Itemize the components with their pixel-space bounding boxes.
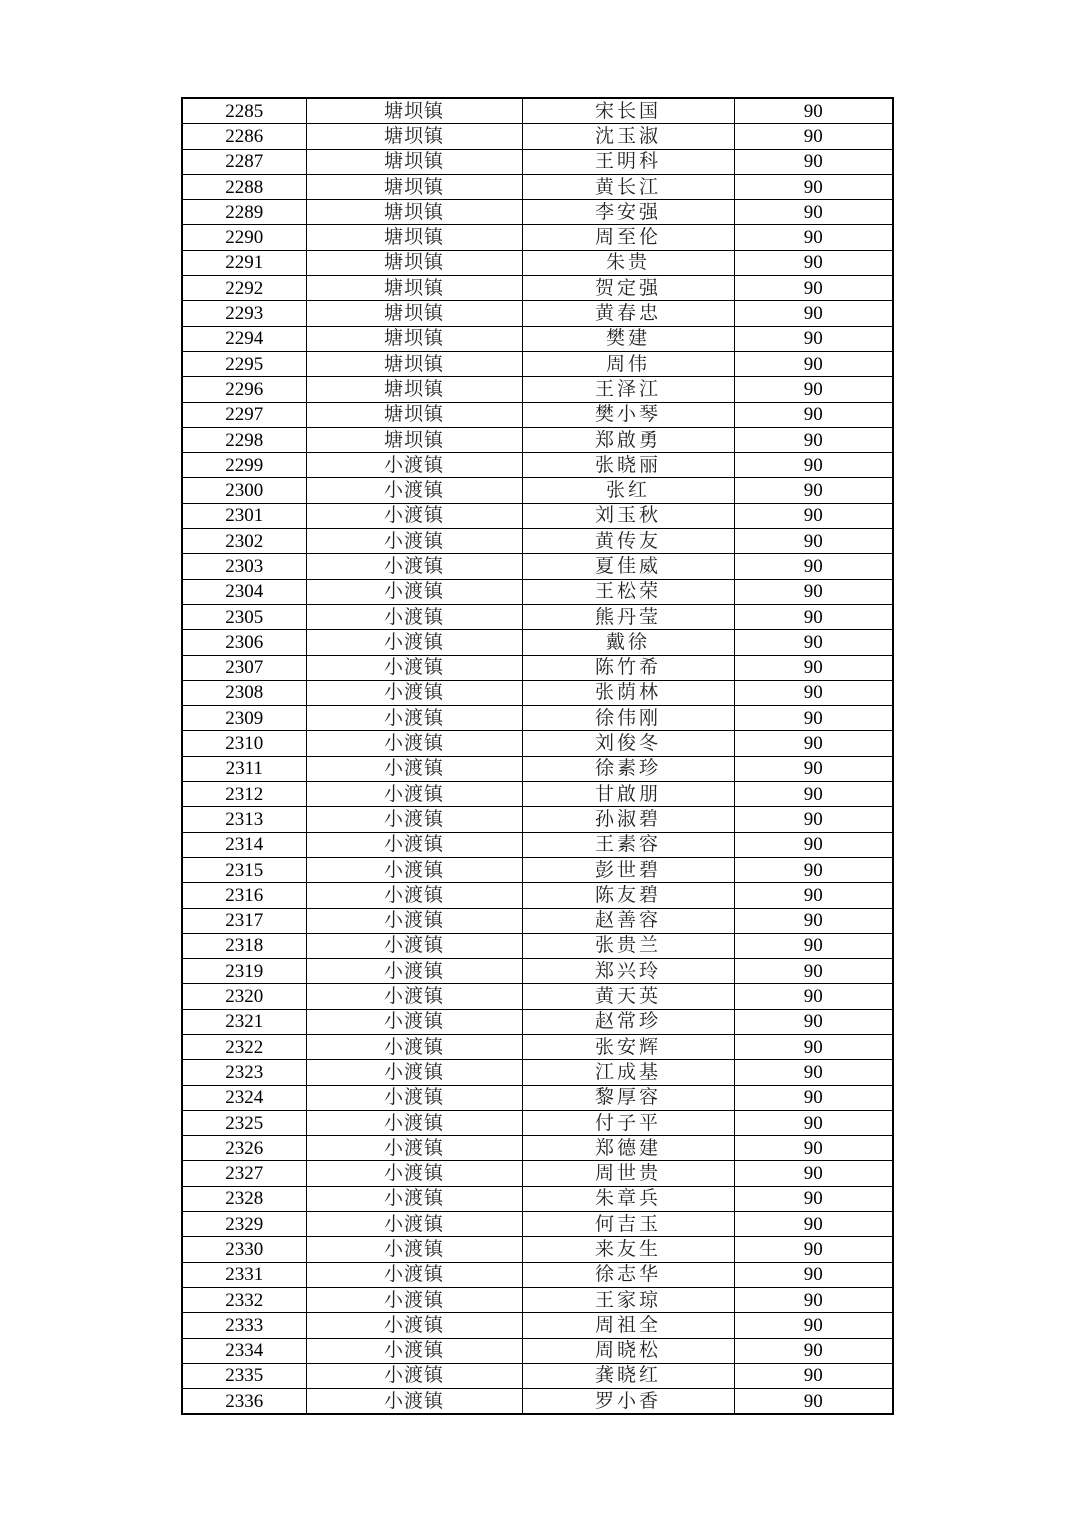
row-number-cell: 2332 — [182, 1287, 306, 1312]
table-row — [182, 1237, 893, 1262]
row-number-cell: 2294 — [182, 326, 306, 351]
person-name-cell: 周祖全 — [522, 1313, 734, 1338]
amount-cell: 90 — [734, 1161, 893, 1186]
person-name-cell: 沈玉淑 — [522, 124, 734, 149]
table-row — [182, 149, 893, 174]
town-cell: 小渡镇 — [306, 756, 522, 781]
town-cell: 塘坝镇 — [306, 402, 522, 427]
town-cell: 小渡镇 — [306, 1110, 522, 1135]
amount-cell: 90 — [734, 680, 893, 705]
table-row — [182, 1262, 893, 1287]
row-number-cell: 2292 — [182, 276, 306, 301]
row-number-cell: 2299 — [182, 453, 306, 478]
town-cell: 塘坝镇 — [306, 200, 522, 225]
town-cell: 塘坝镇 — [306, 124, 522, 149]
amount-cell: 90 — [734, 149, 893, 174]
amount-cell: 90 — [734, 1237, 893, 1262]
table-row — [182, 402, 893, 427]
amount-cell: 90 — [734, 124, 893, 149]
table-row — [182, 933, 893, 958]
town-cell: 小渡镇 — [306, 959, 522, 984]
town-cell: 小渡镇 — [306, 706, 522, 731]
row-number-cell: 2288 — [182, 174, 306, 199]
amount-cell: 90 — [734, 807, 893, 832]
person-name-cell: 周晓松 — [522, 1338, 734, 1363]
table-row — [182, 1085, 893, 1110]
town-cell: 小渡镇 — [306, 1085, 522, 1110]
row-number-cell: 2333 — [182, 1313, 306, 1338]
table-row — [182, 1034, 893, 1059]
table-row — [182, 579, 893, 604]
town-cell: 小渡镇 — [306, 807, 522, 832]
amount-cell: 90 — [734, 1110, 893, 1135]
row-number-cell: 2308 — [182, 680, 306, 705]
row-number-cell: 2316 — [182, 883, 306, 908]
table-row — [182, 706, 893, 731]
table-row — [182, 857, 893, 882]
amount-cell: 90 — [734, 1136, 893, 1161]
table-row — [182, 276, 893, 301]
row-number-cell: 2328 — [182, 1186, 306, 1211]
row-number-cell: 2313 — [182, 807, 306, 832]
row-number-cell: 2331 — [182, 1262, 306, 1287]
amount-cell: 90 — [734, 402, 893, 427]
row-number-cell: 2306 — [182, 630, 306, 655]
amount-cell: 90 — [734, 604, 893, 629]
table-row — [182, 250, 893, 275]
person-name-cell: 张贵兰 — [522, 933, 734, 958]
table-row — [182, 1338, 893, 1363]
town-cell: 塘坝镇 — [306, 427, 522, 452]
person-name-cell: 郑啟勇 — [522, 427, 734, 452]
amount-cell: 90 — [734, 326, 893, 351]
town-cell: 小渡镇 — [306, 731, 522, 756]
person-name-cell: 王松荣 — [522, 579, 734, 604]
town-cell: 塘坝镇 — [306, 276, 522, 301]
amount-cell: 90 — [734, 1009, 893, 1034]
row-number-cell: 2298 — [182, 427, 306, 452]
row-number-cell: 2302 — [182, 529, 306, 554]
row-number-cell: 2334 — [182, 1338, 306, 1363]
amount-cell: 90 — [734, 225, 893, 250]
town-cell: 塘坝镇 — [306, 149, 522, 174]
town-cell: 塘坝镇 — [306, 301, 522, 326]
table-row — [182, 1060, 893, 1085]
row-number-cell: 2285 — [182, 98, 306, 124]
person-name-cell: 黎厚容 — [522, 1085, 734, 1110]
row-number-cell: 2323 — [182, 1060, 306, 1085]
town-cell: 塘坝镇 — [306, 225, 522, 250]
town-cell: 小渡镇 — [306, 908, 522, 933]
person-name-cell: 陈友碧 — [522, 883, 734, 908]
town-cell: 小渡镇 — [306, 1287, 522, 1312]
person-name-cell: 赵常珍 — [522, 1009, 734, 1034]
amount-cell: 90 — [734, 933, 893, 958]
row-number-cell: 2324 — [182, 1085, 306, 1110]
amount-cell: 90 — [734, 1287, 893, 1312]
town-cell: 塘坝镇 — [306, 98, 522, 124]
person-name-cell: 付子平 — [522, 1110, 734, 1135]
town-cell: 小渡镇 — [306, 857, 522, 882]
table-row — [182, 427, 893, 452]
table-row — [182, 655, 893, 680]
town-cell: 小渡镇 — [306, 1034, 522, 1059]
amount-cell: 90 — [734, 1338, 893, 1363]
town-cell: 小渡镇 — [306, 630, 522, 655]
row-number-cell: 2291 — [182, 250, 306, 275]
person-name-cell: 周世贵 — [522, 1161, 734, 1186]
amount-cell: 90 — [734, 1186, 893, 1211]
row-number-cell: 2309 — [182, 706, 306, 731]
row-number-cell: 2317 — [182, 908, 306, 933]
town-cell: 小渡镇 — [306, 680, 522, 705]
amount-cell: 90 — [734, 984, 893, 1009]
amount-cell: 90 — [734, 453, 893, 478]
person-name-cell: 戴徐 — [522, 630, 734, 655]
amount-cell: 90 — [734, 351, 893, 376]
table-row — [182, 1389, 893, 1415]
person-name-cell: 赵善容 — [522, 908, 734, 933]
amount-cell: 90 — [734, 908, 893, 933]
amount-cell: 90 — [734, 857, 893, 882]
town-cell: 小渡镇 — [306, 1262, 522, 1287]
amount-cell: 90 — [734, 1313, 893, 1338]
row-number-cell: 2296 — [182, 377, 306, 402]
town-cell: 小渡镇 — [306, 554, 522, 579]
table-row — [182, 984, 893, 1009]
person-name-cell: 樊小琴 — [522, 402, 734, 427]
person-name-cell: 刘俊冬 — [522, 731, 734, 756]
person-name-cell: 樊建 — [522, 326, 734, 351]
row-number-cell: 2320 — [182, 984, 306, 1009]
amount-cell: 90 — [734, 250, 893, 275]
table-row — [182, 326, 893, 351]
row-number-cell: 2335 — [182, 1363, 306, 1388]
amount-cell: 90 — [734, 655, 893, 680]
town-cell: 小渡镇 — [306, 579, 522, 604]
town-cell: 小渡镇 — [306, 984, 522, 1009]
town-cell: 小渡镇 — [306, 933, 522, 958]
row-number-cell: 2322 — [182, 1034, 306, 1059]
town-cell: 小渡镇 — [306, 1338, 522, 1363]
person-name-cell: 王家琼 — [522, 1287, 734, 1312]
amount-cell: 90 — [734, 301, 893, 326]
town-cell: 塘坝镇 — [306, 326, 522, 351]
person-name-cell: 郑兴玲 — [522, 959, 734, 984]
table-row — [182, 1161, 893, 1186]
person-name-cell: 何吉玉 — [522, 1212, 734, 1237]
amount-cell: 90 — [734, 377, 893, 402]
person-name-cell: 彭世碧 — [522, 857, 734, 882]
amount-cell: 90 — [734, 554, 893, 579]
row-number-cell: 2329 — [182, 1212, 306, 1237]
row-number-cell: 2305 — [182, 604, 306, 629]
town-cell: 塘坝镇 — [306, 377, 522, 402]
town-cell: 小渡镇 — [306, 1161, 522, 1186]
town-cell: 小渡镇 — [306, 1186, 522, 1211]
amount-cell: 90 — [734, 706, 893, 731]
town-cell: 小渡镇 — [306, 1136, 522, 1161]
town-cell: 小渡镇 — [306, 1313, 522, 1338]
amount-cell: 90 — [734, 630, 893, 655]
table-row — [182, 200, 893, 225]
row-number-cell: 2319 — [182, 959, 306, 984]
person-name-cell: 江成基 — [522, 1060, 734, 1085]
person-name-cell: 甘啟朋 — [522, 782, 734, 807]
amount-cell: 90 — [734, 832, 893, 857]
person-name-cell: 徐素珍 — [522, 756, 734, 781]
town-cell: 小渡镇 — [306, 655, 522, 680]
town-cell: 塘坝镇 — [306, 351, 522, 376]
person-name-cell: 龚晓红 — [522, 1363, 734, 1388]
table-row — [182, 959, 893, 984]
row-number-cell: 2311 — [182, 756, 306, 781]
table-row — [182, 1136, 893, 1161]
row-number-cell: 2336 — [182, 1389, 306, 1415]
person-name-cell: 朱章兵 — [522, 1186, 734, 1211]
amount-cell: 90 — [734, 579, 893, 604]
row-number-cell: 2300 — [182, 478, 306, 503]
row-number-cell: 2303 — [182, 554, 306, 579]
table-row — [182, 731, 893, 756]
row-number-cell: 2325 — [182, 1110, 306, 1135]
person-name-cell: 李安强 — [522, 200, 734, 225]
amount-cell: 90 — [734, 427, 893, 452]
person-name-cell: 王素容 — [522, 832, 734, 857]
table-row — [182, 1313, 893, 1338]
table-row — [182, 98, 893, 124]
row-number-cell: 2295 — [182, 351, 306, 376]
person-name-cell: 贺定强 — [522, 276, 734, 301]
person-name-cell: 张晓丽 — [522, 453, 734, 478]
row-number-cell: 2290 — [182, 225, 306, 250]
person-name-cell: 夏佳威 — [522, 554, 734, 579]
amount-cell: 90 — [734, 1389, 893, 1415]
table-row — [182, 604, 893, 629]
table-row — [182, 225, 893, 250]
row-number-cell: 2327 — [182, 1161, 306, 1186]
person-name-cell: 周至伦 — [522, 225, 734, 250]
table-row — [182, 807, 893, 832]
table-row — [182, 1009, 893, 1034]
row-number-cell: 2301 — [182, 503, 306, 528]
person-name-cell: 徐志华 — [522, 1262, 734, 1287]
person-name-cell: 陈竹希 — [522, 655, 734, 680]
amount-cell: 90 — [734, 503, 893, 528]
amount-cell: 90 — [734, 782, 893, 807]
amount-cell: 90 — [734, 1034, 893, 1059]
row-number-cell: 2289 — [182, 200, 306, 225]
person-name-cell: 孙淑碧 — [522, 807, 734, 832]
table-row — [182, 1212, 893, 1237]
person-name-cell: 朱贵 — [522, 250, 734, 275]
person-name-cell: 郑德建 — [522, 1136, 734, 1161]
person-name-cell: 刘玉秋 — [522, 503, 734, 528]
table-row — [182, 782, 893, 807]
town-cell: 小渡镇 — [306, 883, 522, 908]
table-row — [182, 680, 893, 705]
table-row — [182, 1287, 893, 1312]
amount-cell: 90 — [734, 174, 893, 199]
row-number-cell: 2315 — [182, 857, 306, 882]
amount-cell: 90 — [734, 1085, 893, 1110]
row-number-cell: 2310 — [182, 731, 306, 756]
person-name-cell: 宋长国 — [522, 98, 734, 124]
person-name-cell: 黄长江 — [522, 174, 734, 199]
amount-cell: 90 — [734, 1262, 893, 1287]
row-number-cell: 2293 — [182, 301, 306, 326]
town-cell: 小渡镇 — [306, 1009, 522, 1034]
row-number-cell: 2314 — [182, 832, 306, 857]
town-cell: 塘坝镇 — [306, 174, 522, 199]
table-row — [182, 630, 893, 655]
amount-cell: 90 — [734, 756, 893, 781]
table-row — [182, 503, 893, 528]
table-row — [182, 124, 893, 149]
amount-cell: 90 — [734, 883, 893, 908]
amount-cell: 90 — [734, 1212, 893, 1237]
row-number-cell: 2307 — [182, 655, 306, 680]
row-number-cell: 2287 — [182, 149, 306, 174]
town-cell: 小渡镇 — [306, 782, 522, 807]
town-cell: 小渡镇 — [306, 1237, 522, 1262]
person-name-cell: 黄春忠 — [522, 301, 734, 326]
table-row — [182, 301, 893, 326]
table-row — [182, 832, 893, 857]
person-name-cell: 黄天英 — [522, 984, 734, 1009]
row-number-cell: 2286 — [182, 124, 306, 149]
town-cell: 塘坝镇 — [306, 250, 522, 275]
table-row — [182, 529, 893, 554]
town-cell: 小渡镇 — [306, 1060, 522, 1085]
person-name-cell: 张红 — [522, 478, 734, 503]
roster-table — [181, 97, 894, 1415]
table-row — [182, 1110, 893, 1135]
row-number-cell: 2304 — [182, 579, 306, 604]
town-cell: 小渡镇 — [306, 1389, 522, 1415]
amount-cell: 90 — [734, 1363, 893, 1388]
amount-cell: 90 — [734, 1060, 893, 1085]
row-number-cell: 2297 — [182, 402, 306, 427]
person-name-cell: 王明科 — [522, 149, 734, 174]
person-name-cell: 王泽江 — [522, 377, 734, 402]
amount-cell: 90 — [734, 478, 893, 503]
table-row — [182, 1363, 893, 1388]
person-name-cell: 罗小香 — [522, 1389, 734, 1415]
table-row — [182, 174, 893, 199]
person-name-cell: 徐伟刚 — [522, 706, 734, 731]
town-cell: 小渡镇 — [306, 453, 522, 478]
town-cell: 小渡镇 — [306, 529, 522, 554]
person-name-cell: 张安辉 — [522, 1034, 734, 1059]
person-name-cell: 来友生 — [522, 1237, 734, 1262]
amount-cell: 90 — [734, 731, 893, 756]
table-row — [182, 453, 893, 478]
person-name-cell: 熊丹莹 — [522, 604, 734, 629]
amount-cell: 90 — [734, 98, 893, 124]
amount-cell: 90 — [734, 529, 893, 554]
town-cell: 小渡镇 — [306, 503, 522, 528]
table-row — [182, 756, 893, 781]
row-number-cell: 2326 — [182, 1136, 306, 1161]
roster-body — [182, 98, 893, 1414]
row-number-cell: 2312 — [182, 782, 306, 807]
table-row — [182, 1186, 893, 1211]
row-number-cell: 2321 — [182, 1009, 306, 1034]
table-row — [182, 883, 893, 908]
town-cell: 小渡镇 — [306, 604, 522, 629]
table-row — [182, 478, 893, 503]
town-cell: 小渡镇 — [306, 832, 522, 857]
person-name-cell: 黄传友 — [522, 529, 734, 554]
amount-cell: 90 — [734, 200, 893, 225]
person-name-cell: 张荫林 — [522, 680, 734, 705]
amount-cell: 90 — [734, 959, 893, 984]
table-row — [182, 908, 893, 933]
row-number-cell: 2330 — [182, 1237, 306, 1262]
table-row — [182, 554, 893, 579]
town-cell: 小渡镇 — [306, 1363, 522, 1388]
row-number-cell: 2318 — [182, 933, 306, 958]
table-row — [182, 377, 893, 402]
person-name-cell: 周伟 — [522, 351, 734, 376]
amount-cell: 90 — [734, 276, 893, 301]
table-row — [182, 351, 893, 376]
town-cell: 小渡镇 — [306, 478, 522, 503]
town-cell: 小渡镇 — [306, 1212, 522, 1237]
